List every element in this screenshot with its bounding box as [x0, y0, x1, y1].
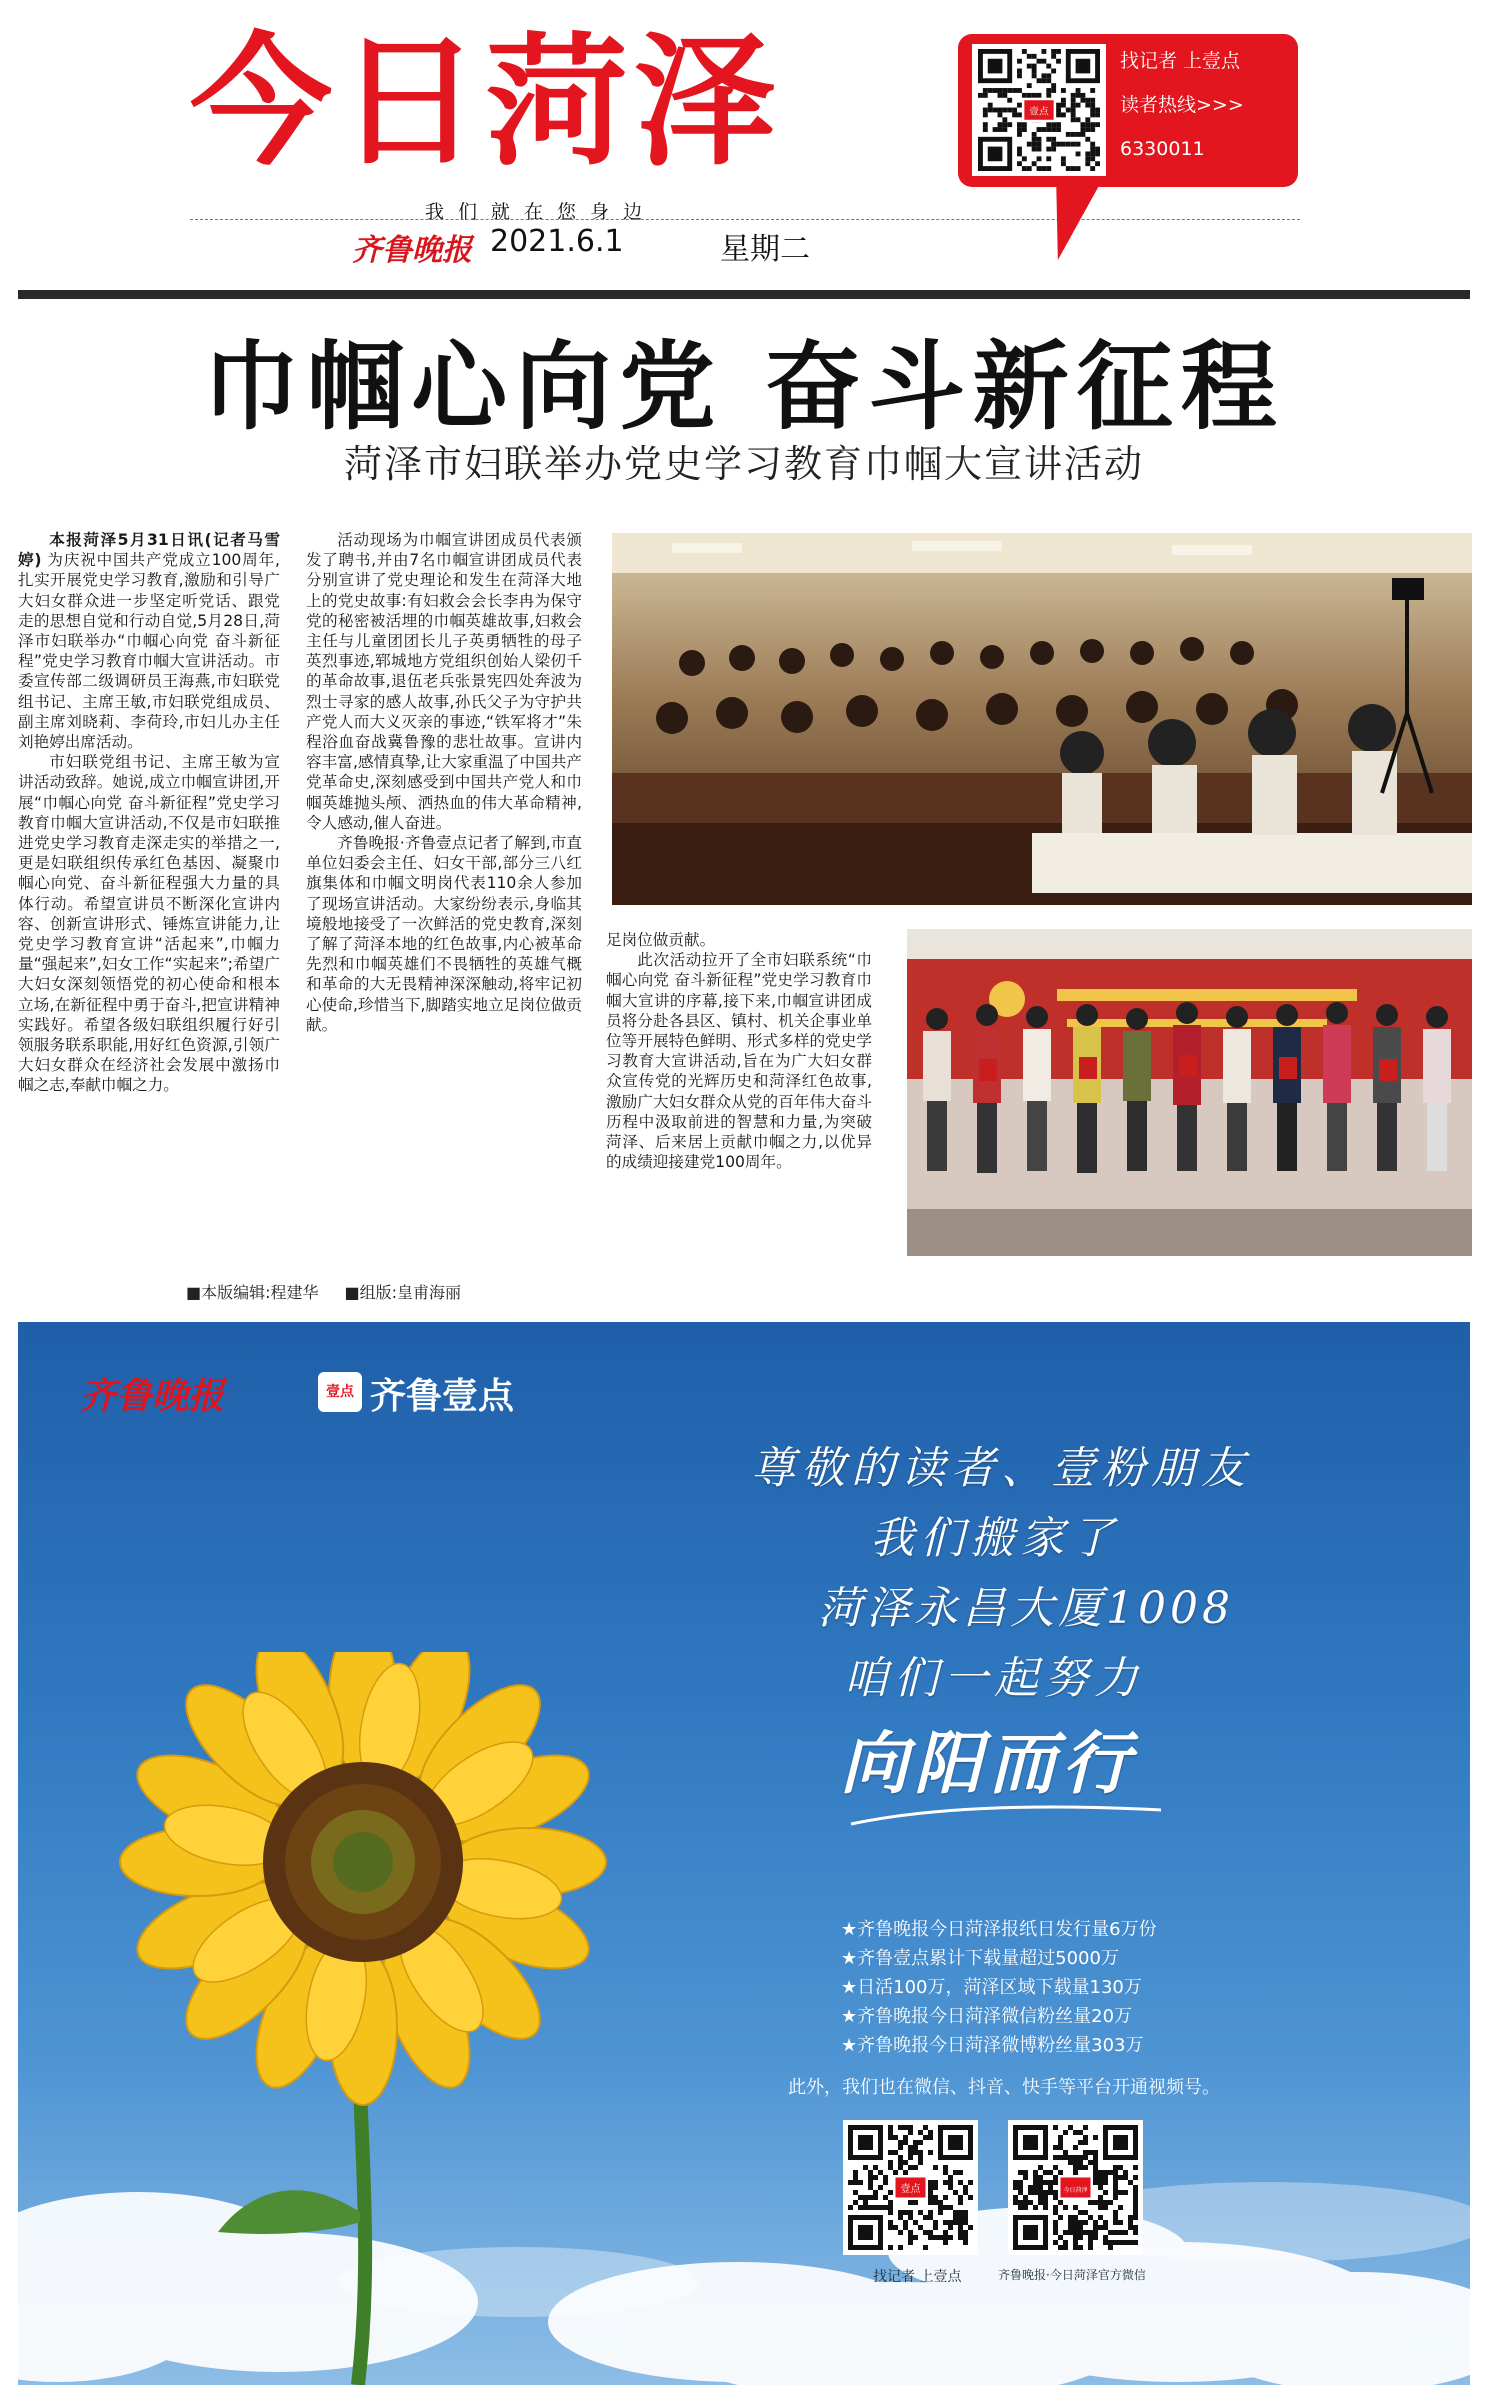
article-paragraph: 市妇联党组书记、主席王敏为宣讲活动致辞。她说,成立巾帼宣讲团,开展“巾帼心向党 奋斗新征程”党史学习教育巾帼大宣讲活动,不仅是市妇联推进党史学习教育走深走实的举措之一,更是妇联组织传承红色基因、凝聚巾帼心向党、奋斗新征程强大力量的具体行动。希望宣讲员不断深化宣讲内容、创新宣讲形式、锤炼宣讲能力,让党史学习教育宣讲“活起来”,巾帼力量“强起来”,妇女工作“实起来”;希望广大妇女深刻领悟党的初心使命和根本立场,在新征程中勇于奋斗,把宣讲精神实践好。希望各级妇联组织履行好引领服务联系职能,用好红色资源,引领广大妇女群众在经济社会发展中激扬巾帼之志,奉献巾帼之力。 [18, 753, 280, 1095]
paper-logo: 齐鲁晚报 [352, 233, 472, 268]
yidian-app-qr-icon[interactable] [843, 2120, 978, 2255]
article-column-2 [306, 530, 582, 1256]
article-column-3 [606, 930, 872, 1256]
article-headline: 巾帼心向党 奋斗新征程 [203, 331, 1285, 443]
qr2-caption: 齐鲁晚报·今日菏泽官方微信 [998, 2268, 1146, 2282]
qr-code-icon[interactable] [972, 44, 1106, 176]
ad-qilu-yidian-logo: 齐鲁壹点 [370, 1376, 515, 1417]
ad-greeting: 尊敬的读者、壹粉朋友 [751, 1443, 1251, 1494]
svg-text:壹点: 壹点 [1029, 106, 1049, 118]
relocation-advertisement [18, 1322, 1470, 2385]
article-column-1 [18, 530, 280, 1256]
ad-together-line: 咱们一起努力 [844, 1653, 1144, 1704]
qr1-caption: 找记者 上壹点 [873, 2269, 962, 2285]
ad-moved-notice: 我们搬家了 [870, 1513, 1120, 1564]
ad-qilu-evening-logo: 齐鲁晚报 [80, 1375, 225, 1417]
article-paragraph: 活动现场为巾帼宣讲团成员代表颁发了聘书,并由7名巾帼宣讲团成员代表分别宣讲了党史理论和发生在菏泽大地上的党史故事:有妇救会会长李冉为保守党的秘密被活埋的巾帼英雄故事,妇救会主任与儿童团团长儿子英勇牺牲的母子英烈事迹,郓城地方党组织创始人梁仞千的革命故事,退伍老兵张景宪四处奔波为烈士寻家的感人故事,孙氏父子为守护共产党人而大义灭亲的事迹,“铁军将才”朱程浴血奋战冀鲁豫的悲壮故事。宣讲内容丰富,感情真挚,让大家重温了中国共产党革命史,深刻感受到中国共产党人和巾帼英雄抛头颅、洒热血的伟大革命精神,令人感动,催人奋进。 [306, 531, 582, 832]
stage-group-photo [907, 929, 1472, 1256]
svg-text:壹点: 壹点 [900, 2184, 921, 2195]
masthead-tagline: 我们就在您身边 [425, 201, 657, 223]
article-continuation: 足岗位做贡献。 [606, 931, 716, 949]
wechat-account-qr-icon[interactable] [1008, 2120, 1143, 2255]
ad-stat-item: ★齐鲁壹点累计下载量超过5000万 [841, 1948, 1119, 1969]
slogan-underline [846, 1800, 1166, 1830]
ad-stat-item: ★齐鲁晚报今日菏泽微博粉丝量303万 [841, 2035, 1144, 2056]
article-subheadline: 菏泽市妇联举办党史学习教育巾帼大宣讲活动 [343, 442, 1144, 486]
sunflower-illustration [78, 1652, 648, 2385]
article-paragraph: 为庆祝中国共产党成立100周年,扎实开展党史学习教育,激励和引导广大妇女群众进一步坚定听党话、跟党走的思想自觉和行动自觉,5月28日,菏泽市妇联举办“巾帼心向党 奋斗新征程”党史学习教育巾帼大宣讲活动。市委宣传部二级调研员王海燕,市妇联党组书记、主席王敏,市妇联党组成员、副主席刘晓莉、李荷玲,市妇儿办主任刘艳婷出席活动。 [18, 551, 280, 752]
masthead-divider [190, 219, 1300, 220]
hotline-number[interactable]: 6330011 [1120, 138, 1205, 160]
ad-slogan: 向阳而行 [840, 1724, 1137, 1804]
ad-stat-item: ★齐鲁晚报今日菏泽报纸日发行量6万份 [841, 1919, 1157, 1940]
hotline-bubble-tail [1024, 180, 1102, 260]
article-paragraph: 齐鲁晚报·齐鲁壹点记者了解到,市直单位妇委会主任、妇女干部,部分三八红旗集体和巾帼文明岗代表110余人参加了现场宣讲活动。大家纷纷表示,身临其境般地接受了一次鲜活的党史教育,深刻了解了菏泽本地的红色故事,内心被革命先烈和巾帼英雄们不畏牺牲的英雄气概和革命的大无畏精神深深触动,将牢记初心使命,珍惜当下,脚踏实地立足岗位做贡献。 [306, 834, 582, 1034]
masthead-rule [18, 290, 1470, 299]
article-dateline: 本报菏泽5月31日讯(记者马雪婷) [18, 531, 280, 570]
editor-credit: ■本版编辑:程建华 [186, 1283, 319, 1302]
page-credits [186, 1280, 487, 1303]
article-paragraph: 此次活动拉开了全市妇联系统“巾帼心向党 奋斗新征程”党史学习教育巾帼大宣讲的序幕,接下来,巾帼宣讲团成员将分赴各县区、镇村、机关企事业单位等开展特色鲜明、形式多样的党史学习教育大宣讲活动,旨在为广大妇女群众宣传党的光辉历史和菏泽红色故事,激励广大妇女群众从党的百年伟大奋斗历程中汲取前进的智慧和力量,为突破菏泽、后来居上贡献巾帼之力,以优异的成绩迎接建党100周年。 [606, 951, 872, 1172]
issue-weekday: 星期二 [720, 232, 810, 267]
layout-credit: ■组版:皇甫海丽 [344, 1283, 462, 1302]
meeting-hall-photo [612, 533, 1472, 905]
ad-new-address: 菏泽永昌大厦1008 [818, 1583, 1234, 1634]
ad-stat-item: ★日活100万，菏泽区域下载量130万 [841, 1977, 1142, 1998]
issue-date: 2021.6.1 [490, 224, 624, 259]
hotline-line2: 读者热线>>> [1120, 94, 1244, 116]
svg-text:今日菏泽: 今日菏泽 [1063, 2187, 1088, 2194]
qilu-yidian-logo-icon [318, 1372, 362, 1412]
qilu-yidian-badge: 壹点 [326, 1384, 354, 1400]
ad-platform-note: 此外，我们也在微信、抖音、快手等平台开通视频号。 [788, 2077, 1220, 2098]
masthead-title: 今日菏泽 [190, 20, 782, 185]
hotline-line1: 找记者 上壹点 [1120, 50, 1241, 72]
ad-stat-item: ★齐鲁晚报今日菏泽微信粉丝量20万 [841, 2006, 1133, 2027]
